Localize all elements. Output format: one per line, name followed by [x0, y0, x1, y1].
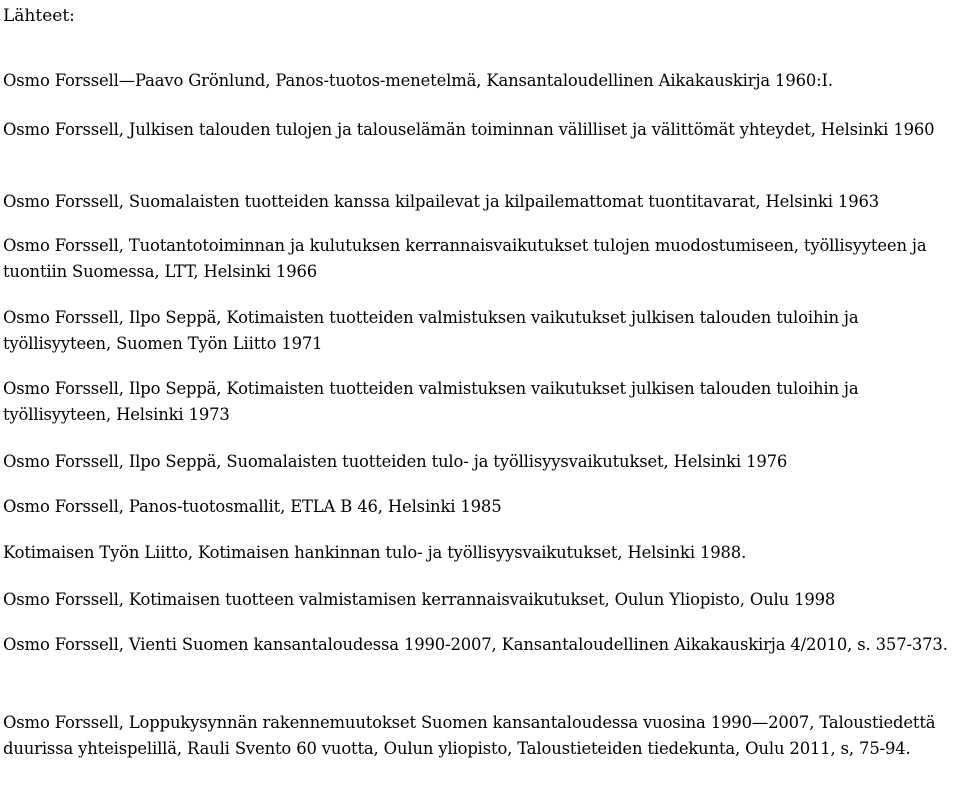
reference-item: Osmo Forssell, Ilpo Seppä, Suomalaisten tuotteiden tulo- ja työllisyysvaikutukset, Helsinki 1976 — [3, 452, 788, 471]
reference-item: Osmo Forssell, Tuotantotoiminnan ja kulutuksen kerrannaisvaikutukset tulojen muodostumiseen, työllisyyteen ja tuontiin Suomessa, LTT, Helsinki 1966 — [3, 236, 927, 281]
reference-item: Osmo Forssell, Vienti Suomen kansantaloudessa 1990-2007, Kansantaloudellinen Aikakauskirja 4/2010, s. 357-373. — [3, 635, 948, 654]
references-heading: Lähteet: — [3, 6, 75, 26]
reference-item: Osmo Forssell, Panos-tuotosmallit, ETLA B 46, Helsinki 1985 — [3, 497, 502, 516]
reference-item: Osmo Forssell, Julkisen talouden tulojen ja talouselämän toiminnan välilliset ja välittömät yhteydet, Helsinki 1960 — [3, 120, 935, 139]
reference-item: Osmo Forssell, Ilpo Seppä, Kotimaisten tuotteiden valmistuksen vaikutukset julkisen talouden tuloihin ja työllisyyteen, Suomen Työn Liitto 1971 — [3, 308, 859, 353]
reference-item: Osmo Forssell, Ilpo Seppä, Kotimaisten tuotteiden valmistuksen vaikutukset julkisen talouden tuloihin ja työllisyyteen, Helsinki 1973 — [3, 379, 859, 424]
reference-item: Osmo Forssell, Suomalaisten tuotteiden kanssa kilpailevat ja kilpailemattomat tuontitavarat, Helsinki 1963 — [3, 192, 880, 211]
reference-item: Osmo Forssell, Kotimaisen tuotteen valmistamisen kerrannaisvaikutukset, Oulun Yliopisto, Oulu 1998 — [3, 590, 836, 609]
reference-item: Osmo Forssell, Loppukysynnän rakennemuutokset Suomen kansantaloudessa vuosina 1990—2007, Taloustiedettä duurissa yhteispelillä, Rauli Svento 60 vuotta, Oulun yliopisto, Taloustieteiden tiedekunta, Oulu 2011, s, 75-94. — [3, 713, 936, 758]
reference-item: Kotimaisen Työn Liitto, Kotimaisen hankinnan tulo- ja työllisyysvaikutukset, Helsinki 1988. — [3, 543, 747, 562]
reference-item: Osmo Forssell—Paavo Grönlund, Panos-tuotos-menetelmä, Kansantaloudellinen Aikakauskirja 1960:I. — [3, 71, 833, 90]
